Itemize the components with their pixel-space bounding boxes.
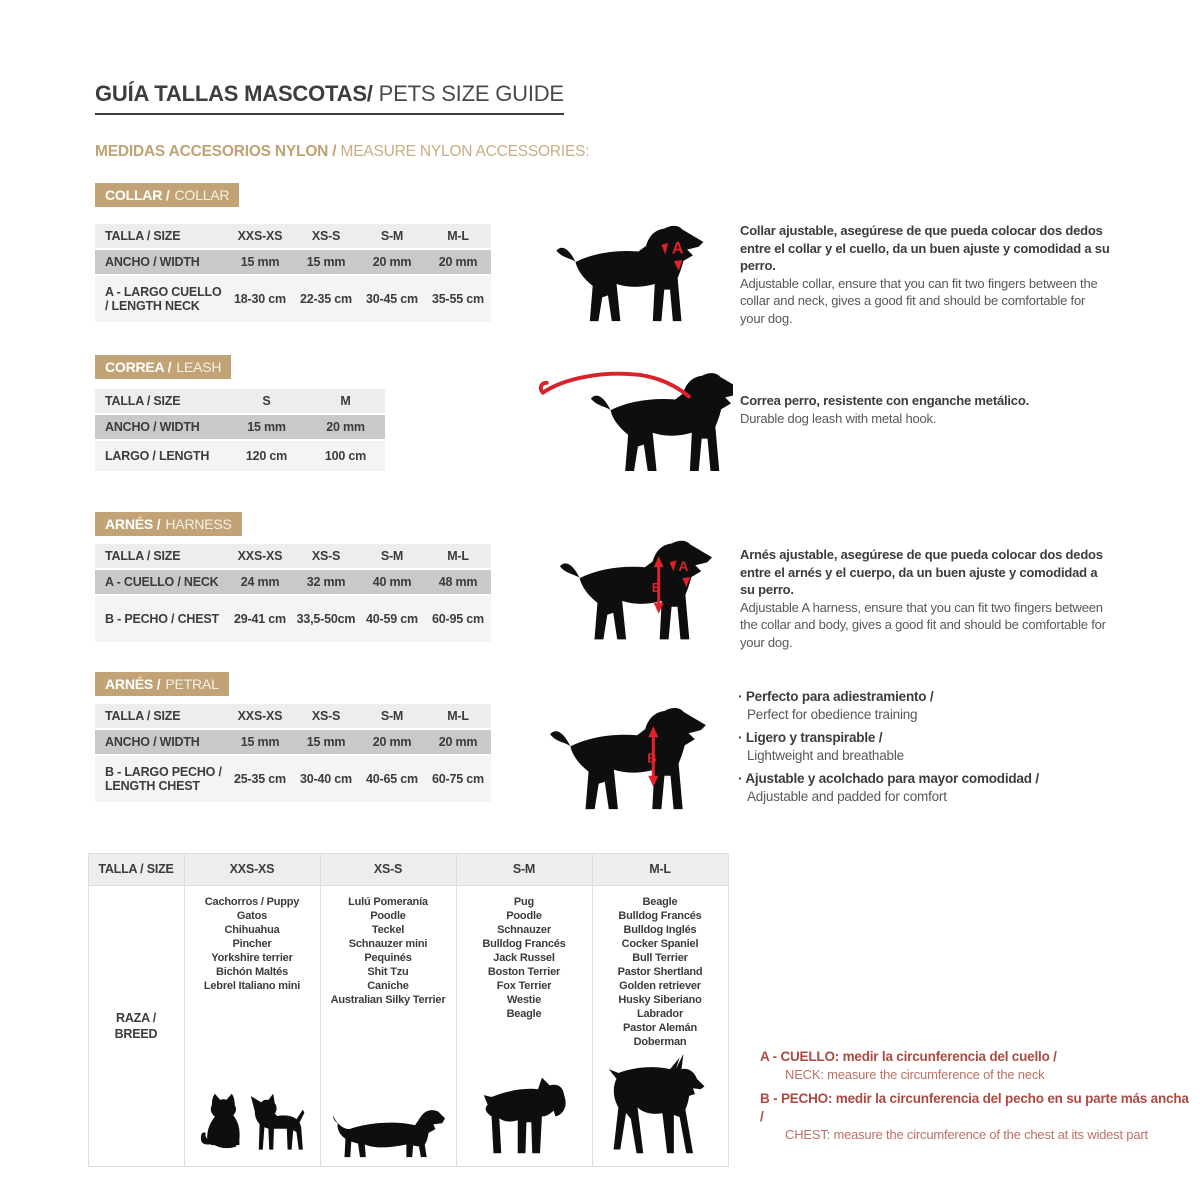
harness-description <box>740 546 1112 651</box>
note-neck-es: A - CUELLO: medir la circunferencia del cuello / <box>760 1049 1057 1064</box>
value-cell: 32 mm <box>306 575 346 589</box>
feature-es: · Ligero y transpirable / <box>738 729 1118 747</box>
harness-desc-es: Arnés ajustable, asegúrese de que pueda colocar dos dedos entre el arnés y el cuerpo, da un buen ajuste y comodidad a su perro. <box>740 547 1103 597</box>
header-cell: M-L <box>447 709 469 723</box>
row-label: ANCHO / WIDTH <box>105 735 200 749</box>
feature-es: · Ajustable y acolchado para mayor comodidad / <box>738 770 1118 788</box>
value-cell: 40-65 cm <box>366 772 418 786</box>
measure-letter-b: B <box>647 750 657 766</box>
breed-list: Beagle Bulldog Francés Bulldog Inglés Cocker Spaniel Bull Terrier Pastor Shertland Golden retriever Husky Siberiano Labrador Pastor Alemán Doberman <box>617 895 703 1048</box>
table-row <box>95 250 491 274</box>
leash-badge-es: CORREA / <box>105 359 172 375</box>
header-cell: TALLA / SIZE <box>105 709 181 723</box>
harness-size-table <box>95 544 491 644</box>
value-cell: 40 mm <box>372 575 412 589</box>
value-cell: 30-40 cm <box>300 772 352 786</box>
collar-description <box>740 222 1112 327</box>
header-cell: XS-S <box>311 229 341 243</box>
chihuahua-icon <box>250 1088 306 1160</box>
value-cell: 40-59 cm <box>366 612 418 626</box>
note-chest <box>760 1090 1190 1144</box>
header-cell: S <box>262 394 271 408</box>
harness-desc-en: Adjustable A harness, ensure that you can fit two fingers between the collar and body, gives a good fit and should be comfortable for your dog. <box>740 599 1106 650</box>
leash-size-table <box>95 389 385 473</box>
header-cell: S-M <box>456 853 593 886</box>
collar-section-badge <box>95 183 239 207</box>
value-cell: 22-35 cm <box>300 292 352 306</box>
row-label: ANCHO / WIDTH <box>105 420 200 434</box>
silhouette-group <box>604 1050 716 1166</box>
breed-list: Cachorros / Puppy Gatos Chihuahua Pincher Yorkshire terrier Bichón Maltés Lebrel Italiano mini <box>203 895 301 992</box>
value-cell: 20 mm <box>326 420 365 434</box>
measure-letter-b: B <box>651 579 661 595</box>
value-cell: 20 mm <box>372 255 412 269</box>
table-row <box>95 596 491 642</box>
petral-badge-es: ARNÉS / <box>105 676 161 692</box>
value-cell: 100 cm <box>324 449 367 463</box>
header-cell: XS-S <box>311 709 341 723</box>
table-header-row <box>95 704 491 728</box>
breed-list: Lulú Pomeranía Poodle Teckel Schnauzer mini Pequinés Shit Tzu Caniche Australian Silky Terrier <box>330 895 446 1006</box>
page-title <box>95 82 564 115</box>
table-row <box>95 730 491 754</box>
note-chest-en: CHEST: measure the circumference of the chest at its widest part <box>785 1127 1148 1142</box>
petral-feature-list <box>738 688 1118 811</box>
petral-badge-en: PETRAL <box>165 676 219 692</box>
measuring-notes <box>760 1048 1190 1150</box>
header-cell: M-L <box>447 229 469 243</box>
leash-description <box>740 392 1112 427</box>
row-label: LARGO / LENGTH <box>105 449 210 463</box>
header-cell: TALLA / SIZE <box>105 549 181 563</box>
header-cell: XS-S <box>311 549 341 563</box>
feature-en: Adjustable and padded for comfort <box>747 789 947 804</box>
collar-desc-en: Adjustable collar, ensure that you can fit two fingers between the collar and neck, gives a good fit and should be comfortable for your dog. <box>740 275 1098 326</box>
page-subtitle <box>95 143 589 161</box>
row-label: ANCHO / WIDTH <box>105 255 200 269</box>
table-row <box>95 276 491 322</box>
leash-section-badge <box>95 355 231 379</box>
value-cell: 60-75 cm <box>432 772 484 786</box>
header-cell: XXS-XS <box>237 229 283 243</box>
value-cell: 15 mm <box>240 735 280 749</box>
dog-silhouette-leash <box>537 365 733 477</box>
header-cell: S-M <box>380 709 404 723</box>
cat-icon <box>198 1088 244 1160</box>
note-chest-es: B - PECHO: medir la circunferencia del pecho en su parte más ancha / <box>760 1091 1189 1124</box>
header-cell: XXS-XS <box>237 549 283 563</box>
petral-size-table <box>95 704 491 804</box>
page-title-es: GUÍA TALLAS MASCOTAS/ <box>95 81 373 106</box>
table-row <box>95 756 491 802</box>
value-cell: 35-55 cm <box>432 292 484 306</box>
leash-desc-en: Durable dog leash with metal hook. <box>740 410 937 426</box>
header-cell: S-M <box>380 229 404 243</box>
silhouette-group <box>330 1102 446 1166</box>
schnauzer-icon <box>478 1068 570 1160</box>
silhouette-group <box>478 1068 570 1166</box>
table-row <box>95 415 385 439</box>
feature-en: Lightweight and breathable <box>747 748 904 763</box>
table-row <box>95 570 491 594</box>
doberman-icon <box>604 1050 716 1160</box>
breed-list: Pug Poodle Schnauzer Bulldog Francés Jack Russel Boston Terrier Fox Terrier Westie Beagle <box>482 895 566 1020</box>
petral-section-badge <box>95 672 229 696</box>
dog-silhouette-petral <box>540 700 712 815</box>
value-cell: 30-45 cm <box>366 292 418 306</box>
header-cell: XS-S <box>320 853 457 886</box>
header-cell: TALLA / SIZE <box>105 229 181 243</box>
dog-silhouette-harness <box>550 533 718 645</box>
dachshund-icon <box>330 1102 446 1160</box>
header-cell: XXS-XS <box>237 709 283 723</box>
value-cell: 20 mm <box>372 735 412 749</box>
breeds-header-row <box>88 853 728 885</box>
breeds-cell-xxs-xs <box>184 885 321 1167</box>
harness-badge-en: HARNESS <box>165 516 232 532</box>
header-cell: M-L <box>447 549 469 563</box>
value-cell: 120 cm <box>245 449 288 463</box>
measure-letter-a: A <box>671 239 684 258</box>
table-header-row <box>95 224 491 248</box>
row-label: A - CUELLO / NECK <box>105 575 219 589</box>
table-header-row <box>95 389 385 413</box>
value-cell: 48 mm <box>438 575 478 589</box>
value-cell: 60-95 cm <box>432 612 484 626</box>
collar-badge-en: COLLAR <box>174 187 230 203</box>
feature-item <box>738 770 1118 806</box>
header-cell: XXS-XS <box>184 853 321 886</box>
breeds-body-row <box>88 885 728 1166</box>
silhouette-group <box>198 1088 306 1166</box>
table-row <box>95 441 385 471</box>
feature-item <box>738 729 1118 765</box>
header-cell: TALLA / SIZE <box>88 853 185 886</box>
harness-section-badge <box>95 512 242 536</box>
value-cell: 15 mm <box>247 420 286 434</box>
breeds-cell-s-m <box>456 885 593 1167</box>
collar-desc-es: Collar ajustable, asegúrese de que pueda colocar dos dedos entre el collar y el cuello, da un buen ajuste y comodidad a su perro. <box>740 223 1110 273</box>
breeds-cell-m-l <box>592 885 729 1167</box>
value-cell: 33,5-50cm <box>296 612 356 626</box>
header-cell: M-L <box>592 853 729 886</box>
header-cell: TALLA / SIZE <box>105 394 181 408</box>
value-cell: 25-35 cm <box>234 772 286 786</box>
feature-es: · Perfecto para adiestramiento / <box>738 688 1118 706</box>
page-subtitle-es: MEDIDAS ACCESORIOS NYLON / <box>95 143 337 160</box>
row-label: B - LARGO PECHO / LENGTH CHEST <box>105 765 222 793</box>
harness-badge-es: ARNÉS / <box>105 516 161 532</box>
header-cell: S-M <box>380 549 404 563</box>
value-cell: 29-41 cm <box>234 612 286 626</box>
breeds-cell-xs-s <box>320 885 457 1167</box>
dog-silhouette-collar <box>543 220 713 325</box>
page-subtitle-en: MEASURE NYLON ACCESSORIES: <box>336 143 590 160</box>
note-neck <box>760 1048 1190 1084</box>
page-title-en: PETS SIZE GUIDE <box>372 81 564 106</box>
value-cell: 24 mm <box>240 575 280 589</box>
header-cell: M <box>340 394 351 408</box>
row-label: B - PECHO / CHEST <box>105 612 219 626</box>
table-header-row <box>95 544 491 568</box>
leash-badge-en: LEASH <box>176 359 222 375</box>
breeds-size-table <box>88 853 728 1166</box>
feature-en: Perfect for obedience training <box>747 707 918 722</box>
value-cell: 20 mm <box>438 735 478 749</box>
value-cell: 20 mm <box>438 255 478 269</box>
collar-badge-es: COLLAR / <box>105 187 170 203</box>
value-cell: 18-30 cm <box>234 292 286 306</box>
value-cell: 15 mm <box>306 255 346 269</box>
leash-desc-es: Correa perro, resistente con enganche metálico. <box>740 393 1029 408</box>
value-cell: 15 mm <box>306 735 346 749</box>
feature-item <box>738 688 1118 724</box>
value-cell: 15 mm <box>240 255 280 269</box>
note-neck-en: NECK: measure the circumference of the neck <box>785 1067 1045 1082</box>
measure-letter-a: A <box>678 558 689 575</box>
collar-size-table <box>95 224 491 324</box>
breeds-row-label: RAZA / BREED <box>88 885 185 1167</box>
row-label: A - LARGO CUELLO / LENGTH NECK <box>105 285 222 313</box>
